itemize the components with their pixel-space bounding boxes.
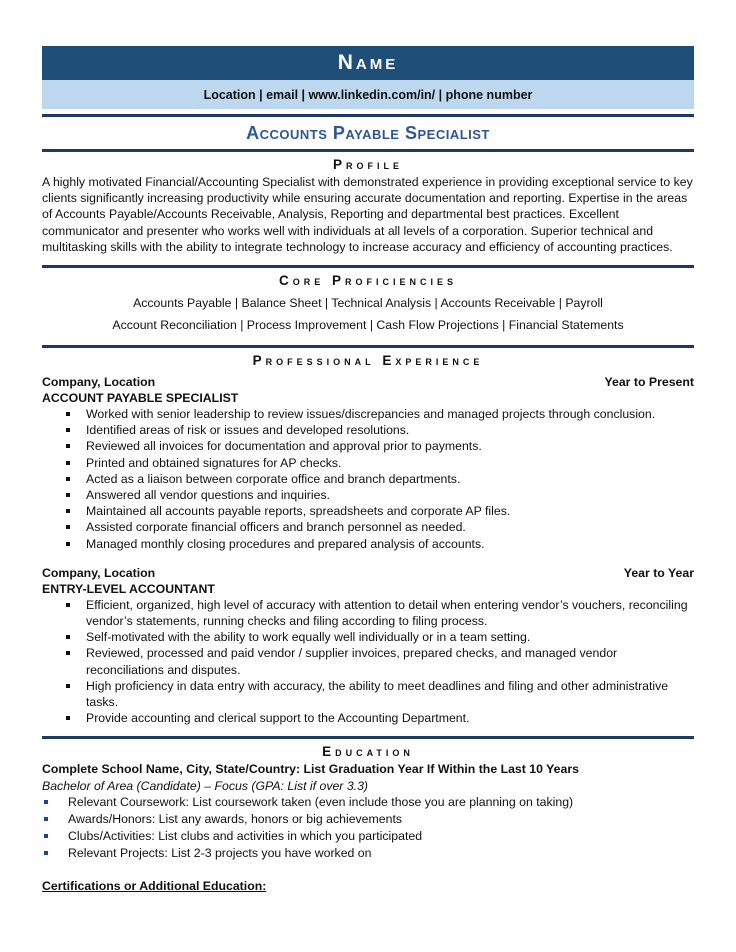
- job-role: ENTRY-LEVEL ACCOUNTANT: [42, 581, 215, 596]
- list-item: [42, 487, 694, 503]
- bullet-square-icon: [44, 834, 48, 838]
- list-item: [42, 519, 694, 535]
- certifications-heading: Certifications or Additional Education:: [42, 879, 267, 894]
- education-bullets: [42, 794, 694, 862]
- bullet-square-icon: [66, 603, 70, 607]
- education-degree: Bachelor of Area (Candidate) – Focus (GPA: List if over 3.3): [42, 778, 369, 793]
- bullet-text: Relevant Coursework: List coursework taken (even include those you are planning on taking): [68, 795, 574, 810]
- bullet-square-icon: [66, 461, 70, 465]
- bullet-square-icon: [66, 525, 70, 529]
- bullet-text: Acted as a liaison between corporate office and branch departments.: [86, 471, 461, 486]
- bullet-square-icon: [66, 684, 70, 688]
- bullet-square-icon: [66, 444, 70, 448]
- job-bullets: [42, 597, 694, 727]
- list-item: [42, 811, 694, 828]
- list-item: [42, 828, 694, 845]
- proficiencies-list: [42, 290, 694, 345]
- bullet-text: Reviewed, processed and paid vendor / supplier invoices, prepared checks, and managed vendor reconciliations and disputes.: [86, 646, 618, 677]
- bullet-text: Clubs/Activities: List clubs and activities in which you participated: [68, 829, 423, 844]
- list-item: [42, 597, 694, 629]
- bullet-text: Managed monthly closing procedures and prepared analysis of accounts.: [86, 536, 485, 551]
- list-item: [42, 710, 694, 726]
- bullet-text: Maintained all accounts payable reports, spreadsheets and corporate AP files.: [86, 504, 511, 519]
- job-dates: Year to Year: [623, 565, 694, 580]
- bullet-square-icon: [44, 851, 48, 855]
- contact-banner: [42, 80, 694, 109]
- bullet-square-icon: [66, 716, 70, 720]
- bullet-square-icon: [66, 477, 70, 481]
- bullet-text: Reviewed all invoices for documentation and approval prior to payments.: [86, 439, 482, 454]
- bullet-square-icon: [66, 635, 70, 639]
- bullet-text: Identified areas of risk or issues and developed resolutions.: [86, 423, 410, 438]
- bullet-square-icon: [44, 817, 48, 821]
- divider: [42, 345, 694, 348]
- list-item: [42, 845, 694, 862]
- list-item: [42, 536, 694, 552]
- bullet-text: Self-motivated with the ability to work equally well individually or in a team setting.: [86, 630, 531, 645]
- divider: [42, 265, 694, 268]
- job-company: Company, Location: [42, 565, 156, 580]
- candidate-name: Name: [337, 51, 399, 74]
- divider: [42, 736, 694, 739]
- bullet-text: Provide accounting and clerical support to the Accounting Department.: [86, 711, 470, 726]
- list-item: [42, 455, 694, 471]
- job-role: ACCOUNT PAYABLE SPECIALIST: [42, 391, 239, 406]
- resume-page: [42, 46, 694, 893]
- bullet-square-icon: [66, 651, 70, 655]
- list-item: [42, 629, 694, 645]
- bullet-text: Awards/Honors: List any awards, honors or big achievements: [68, 812, 403, 827]
- bullet-square-icon: [44, 800, 48, 804]
- bullet-square-icon: [66, 493, 70, 497]
- list-item: [42, 645, 694, 677]
- job-entry: [42, 374, 694, 552]
- bullet-square-icon: [66, 542, 70, 546]
- bullet-text: Assisted corporate financial officers and branch personnel as needed.: [86, 520, 466, 535]
- name-banner: [42, 46, 694, 80]
- job-company: Company, Location: [42, 375, 156, 390]
- list-item: [42, 422, 694, 438]
- bullet-text: High proficiency in data entry with accuracy, the ability to meet deadlines and filing and other administrative tasks.: [86, 678, 669, 710]
- proficiencies-line: Accounts Payable | Balance Sheet | Technical Analysis | Accounts Receivable | Payroll: [133, 296, 603, 311]
- job-header: [42, 565, 694, 581]
- bullet-square-icon: [66, 412, 70, 416]
- bullet-square-icon: [66, 509, 70, 513]
- job-bullets: [42, 406, 694, 552]
- bullet-text: Relevant Projects: List 2-3 projects you have worked on: [68, 846, 372, 861]
- bullet-text: Printed and obtained signatures for AP checks.: [86, 455, 342, 470]
- bullet-text: Worked with senior leadership to review issues/discrepancies and managed projects through conclusion.: [86, 407, 656, 422]
- bullet-text: Efficient, organized, high level of accuracy with attention to detail when entering vendor’s vouchers, reconciling vendor’s statements, running checks and filing according to filing process.: [86, 597, 688, 629]
- contact-info: Location | email | www.linkedin.com/in/ | phone number: [203, 87, 533, 102]
- bullet-square-icon: [66, 428, 70, 432]
- job-entry: [42, 565, 694, 737]
- list-item: [42, 794, 694, 811]
- job-dates: Year to Present: [604, 375, 694, 390]
- experience-heading: Professional Experience: [252, 353, 484, 369]
- list-item: [42, 503, 694, 519]
- proficiencies-heading: Core Proficiencies: [278, 273, 457, 289]
- job-header: [42, 374, 694, 390]
- list-item: [42, 438, 694, 454]
- job-title-heading: Accounts Payable Specialist: [246, 123, 490, 143]
- list-item: [42, 406, 694, 422]
- list-item: [42, 678, 694, 710]
- education-school: Complete School Name, City, State/Country: List Graduation Year If Within the Last 10 Years: [42, 762, 579, 777]
- list-item: [42, 471, 694, 487]
- bullet-text: Answered all vendor questions and inquiries.: [86, 488, 331, 503]
- education-heading: Education: [322, 744, 414, 760]
- profile-summary: A highly motivated Financial/Accounting Specialist with demonstrated experience in providing exceptional service to key clients significantly increasing productivity while ensuring accurate documentation and reporting. Expertise in the areas of Accounts Payable/Accounts Receivable, Analysis, Reporting and departmental best practices. Excellent communicator and presenter who works well with individuals at all levels of a corporation. Superior technical and multitasking skills with the ability to integrate technology to increase accuracy and efficiency of accounting practices.: [42, 175, 693, 254]
- proficiencies-line: Account Reconciliation | Process Improvement | Cash Flow Projections | Financial Statements: [112, 318, 624, 333]
- profile-heading: Profile: [332, 157, 403, 172]
- divider: [42, 149, 694, 152]
